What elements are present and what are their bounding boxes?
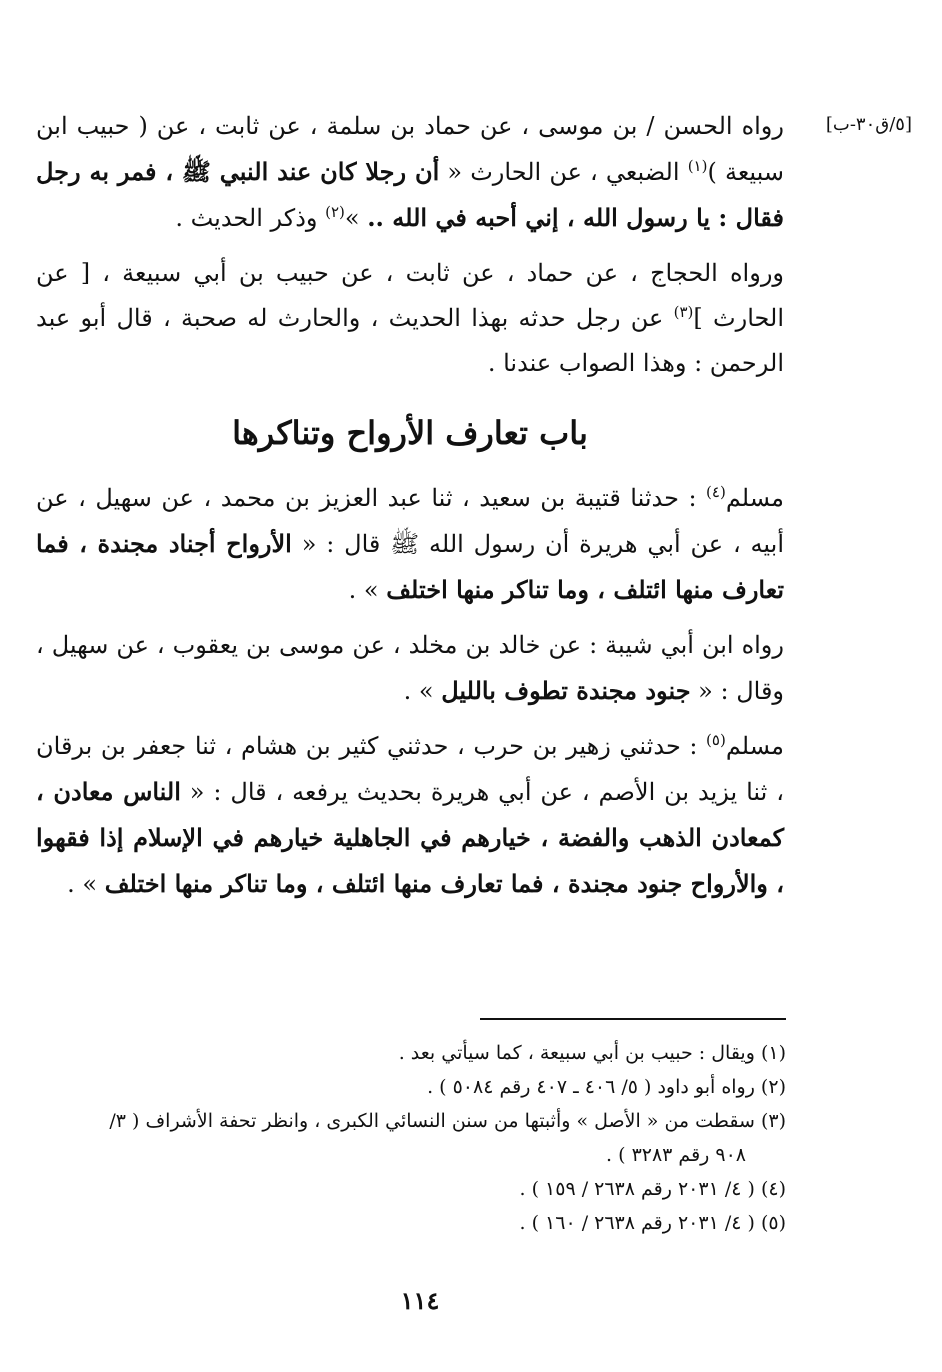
narration-text: ورواه الحجاج ، عن حماد ، عن ثابت ، عن حبيب بن أبي سبيعة ، [ عن الحارث ] [36,259,784,332]
narration-text: عن رجل حدثه بهذا الحديث ، والحارث له صحبة ، قال أبو عبد الرحمن : وهذا الصواب عندنا . [36,304,784,377]
hadith-text: الناس معادن ، كمعادن الذهب والفضة ، خيارهم في الجاهلية خيارهم في الإسلام إذا فقهوا ، والأرواح جنود مجندة ، فما تعارف منها ائتلف ، وما تناكر منها اختلف [36,777,784,898]
narration-text: » . [348,576,387,604]
narration-text: مسلم [725,484,784,512]
paragraph-4 [36,623,784,714]
footnote-marker: (٢) [325,203,345,221]
hadith-text: جنود مجندة تطوف بالليل [441,676,691,705]
footnote-1: (١) ويقال : حبيب بن أبي سبيعة ، كما سيأتي بعد . [398,1042,786,1064]
footnote-marker: (١) [687,157,708,175]
main-text [36,104,784,917]
hadith-text: الأرواح أجناد مجندة ، فما تعارف منها ائتلف ، وما تناكر منها اختلف [36,529,784,604]
narration-text: » [344,204,368,232]
paragraph-2 [36,251,784,386]
narration-text: » . [67,870,105,898]
narration-text: رواه الحسن / بن موسى ، عن حماد بن سلمة ، عن ثابت ، عن ( حبيب ابن سبيعة ) [36,112,785,186]
narration-text: الضبعي ، عن الحارث « [439,158,688,186]
paragraph-1 [36,104,784,241]
footnote-5: (٥) ( ٤/ ٢٠٣١ رقم ٢٦٣٨ / ١٦٠ ) . [519,1212,786,1234]
footnote-marker: (٥) [706,731,726,749]
chapter-heading: باب تعارف الأرواح وتناكرها [232,414,588,452]
manuscript-folio-reference: [٥/ق٣٠-ب] [825,114,912,135]
footnote-2: (٢) رواه أبو داود ( ٥/ ٤٠٦ ـ ٤٠٧ رقم ٥٠٨٤ ) . [427,1076,786,1098]
footnote-marker: (٣) [673,303,694,321]
paragraph-5 [36,724,784,907]
footnote-3: (٣) سقطت من « الأصل » وأثبتها من سنن النسائي الكبرى ، وانظر تحفة الأشراف ( ٣/ [109,1110,786,1132]
narration-text: » . [403,677,442,705]
footnote-4: (٤) ( ٤/ ٢٠٣١ رقم ٢٦٣٨ / ١٥٩ ) . [519,1178,786,1200]
narration-text: مسلم [725,732,784,760]
narration-text: : حدثنا قتيبة بن سعيد ، ثنا عبد العزيز بن محمد ، عن سهيل ، عن أبيه ، عن أبي هريرة أن رسول الله ﷺ قال : « [36,484,784,558]
page-number: ١١٤ [400,1286,440,1315]
footnote-separator [480,1018,786,1020]
footnote-marker: (٤) [706,483,726,501]
narration-text: رواه ابن أبي شيبة : عن خالد بن مخلد ، عن موسى بن يعقوب ، عن سهيل ، وقال : « [36,631,784,705]
narration-text: : حدثني زهير بن حرب ، حدثني كثير بن هشام ، ثنا جعفر بن برقان ، ثنا يزيد بن الأصم ، عن أبي هريرة بحديث يرفعه ، قال : « [36,732,784,806]
paragraph-3 [36,476,784,613]
footnotes [36,1036,786,1240]
footnote-3-continued: ٩٠٨ رقم ٣٢٨٣ ) . [606,1144,746,1166]
hadith-text: أن رجلا كان عند النبي ﷺ ، فمر به رجل فقال : يا رسول الله ، إني أحبه في الله .. [36,157,784,232]
narration-text: وذكر الحديث . [175,204,326,232]
